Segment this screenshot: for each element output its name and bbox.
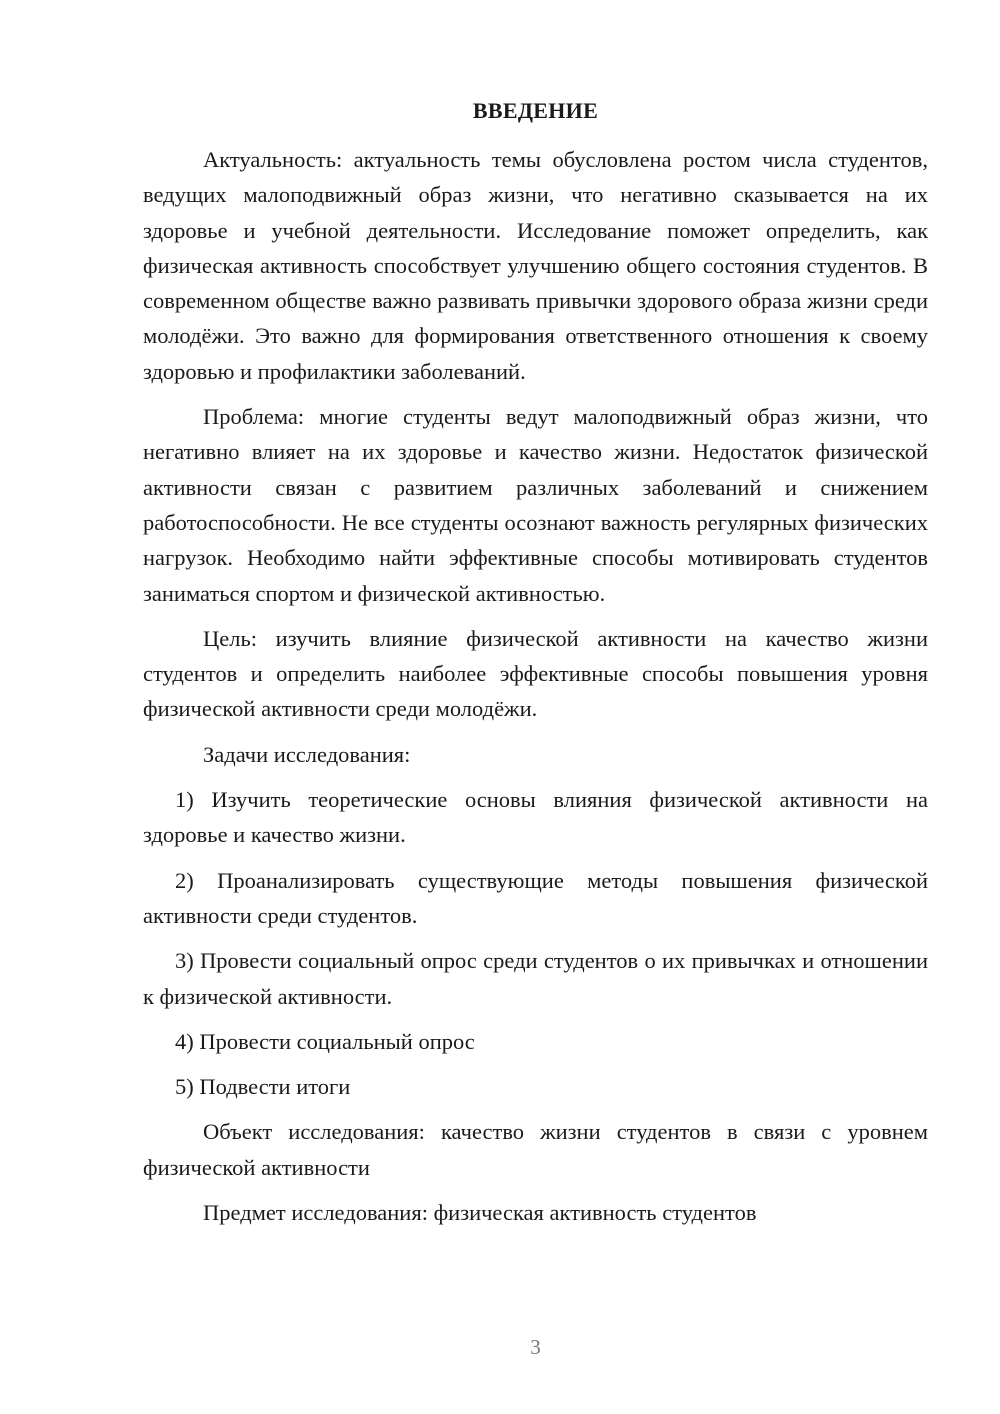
paragraph-relevance: Актуальность: актуальность темы обусловлена ростом числа студентов, ведущих малоподвижный образ жизни, что негативно сказывается на их здоровье и учебной деятельности. Исследование поможет определить, как физическая активность способствует улучшению общего состояния студентов. В современном обществе важно развивать привычки здорового образа жизни среди молодёжи. Это важно для формирования ответственного отношения к своему здоровью и профилактики заболеваний.: [143, 147, 928, 384]
task-item-1: 1) Изучить теоретические основы влияния физической активности на здоровье и качество жизни.: [143, 787, 928, 848]
task-item-5: 5) Подвести итоги: [175, 1074, 351, 1100]
body-text: [143, 142, 928, 1240]
task-item-4: 4) Провести социальный опрос: [175, 1028, 475, 1054]
paragraph-problem: Проблема: многие студенты ведут малоподвижный образ жизни, что негативно влияет на их здоровье и качество жизни. Недостаток физической активности связан с развитием различных заболеваний и снижением работоспособности. Не все студенты осознают важность регулярных физических нагрузок. Необходимо найти эффективные способы мотивировать студентов заниматься спортом и физической активностью.: [143, 404, 928, 606]
task-item-2: 2) Проанализировать существующие методы повышения физической активности среди студентов.: [143, 867, 928, 928]
document-page: [143, 0, 928, 1414]
page-number: 3: [530, 1335, 541, 1359]
task-item-3: 3) Провести социальный опрос среди студентов о их привычках и отношении к физической активности.: [143, 948, 928, 1009]
section-heading: ВВЕДЕНИЕ: [472, 98, 599, 123]
paragraph-subject: Предмет исследования: физическая активность студентов: [203, 1200, 757, 1226]
paragraph-goal: Цель: изучить влияние физической активности на качество жизни студентов и определить наиболее эффективные способы повышения уровня физической активности среди молодёжи.: [143, 625, 928, 722]
paragraph-object: Объект исследования: качество жизни студентов в связи с уровнем физической активности: [143, 1119, 928, 1180]
paragraph-tasks-intro: Задачи исследования:: [203, 741, 411, 767]
